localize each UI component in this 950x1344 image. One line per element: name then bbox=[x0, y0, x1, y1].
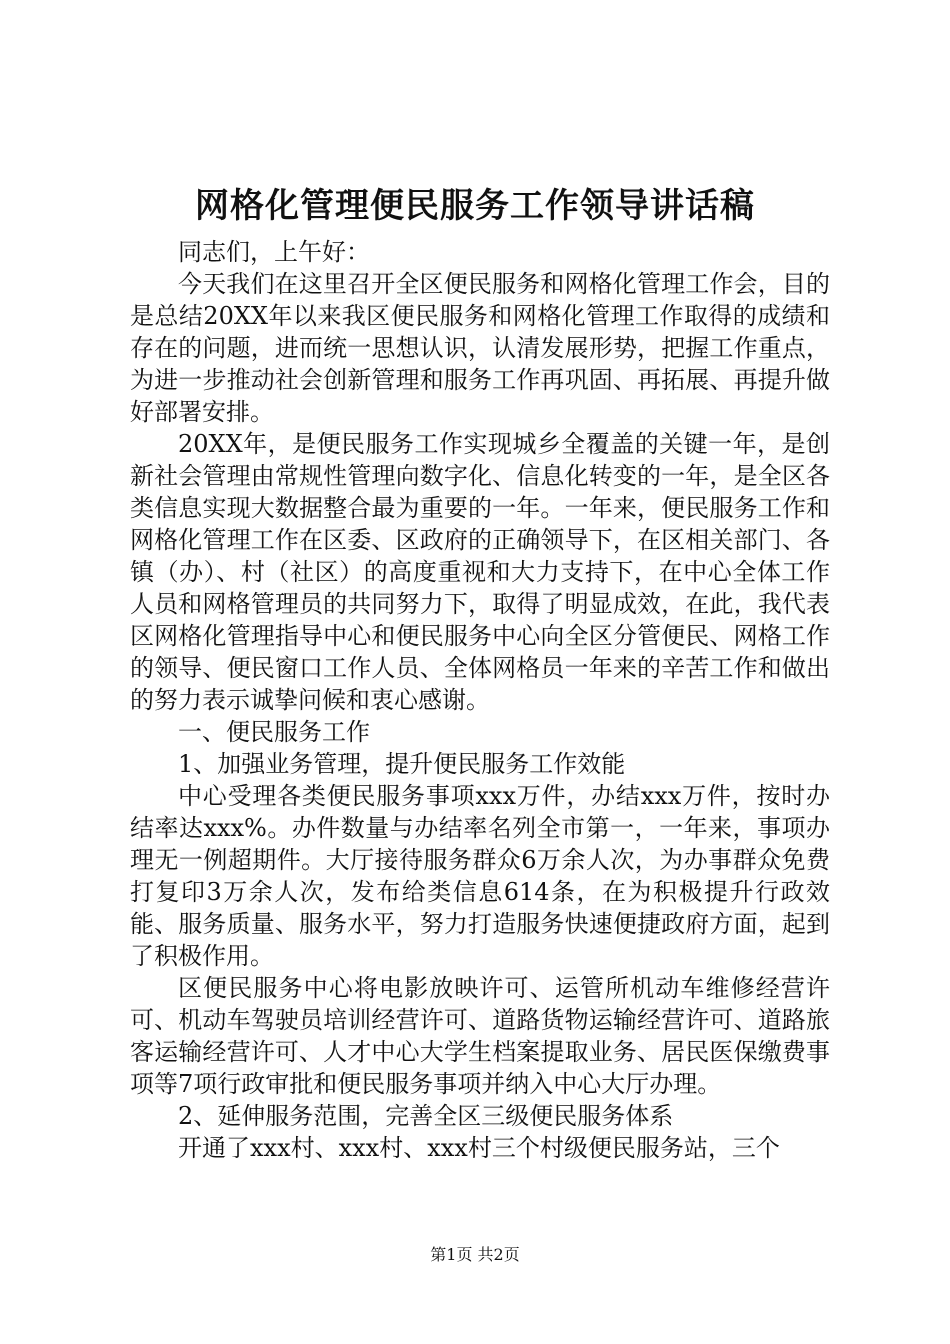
subsection-heading-2: 2、延伸服务范围，完善全区三级便民服务体系 bbox=[178, 1102, 674, 1130]
paragraph-service-items: 区便民服务中心将电影放映许可、运管所机动车维修经营许可、机动车驾驶员培训经营许可、道路货物运输经营许可、道路旅客运输经营许可、人才中心大学生档案提取业务、居民医保缴费事项等7项行政审批和便民服务事项并纳入中心大厅办理。 bbox=[130, 974, 830, 1098]
page-footer: 第1页 共2页 bbox=[430, 1245, 520, 1264]
paragraph-year-summary: 20XX年，是便民服务工作实现城乡全覆盖的关键一年，是创新社会管理由常规性管理向数字化、信息化转变的一年，是全区各类信息实现大数据整合最为重要的一年。一年来，便民服务工作和网格化管理工作在区委、区政府的正确领导下，在区相关部门、各镇（办）、村（社区）的高度重视和大力支持下，在中心全体工作人员和网格管理员的共同努力下，取得了明显成效，在此，我代表区网格化管理指导中心和便民服务中心向全区分管便民、网格工作的领导、便民窗口工作人员、全体网格员一年来的辛苦工作和做出的努力表示诚挚问候和衷心感谢。 bbox=[130, 430, 830, 714]
subsection-heading-1: 1、加强业务管理，提升便民服务工作效能 bbox=[178, 750, 626, 778]
paragraph-intro: 今天我们在这里召开全区便民服务和网格化管理工作会，目的是总结20XX年以来我区便民服务和网格化管理工作取得的成绩和存在的问题，进而统一思想认识，认清发展形势，把握工作重点，为进一步推动社会创新管理和服务工作再巩固、再拓展、再提升做好部署安排。 bbox=[130, 270, 830, 426]
document-title: 网格化管理便民服务工作领导讲话稿 bbox=[195, 186, 755, 226]
paragraph-greeting: 同志们，上午好： bbox=[178, 238, 370, 266]
section-heading-1: 一、便民服务工作 bbox=[178, 718, 370, 746]
paragraph-service-stations: 开通了xxx村、xxx村、xxx村三个村级便民服务站，三个 bbox=[178, 1134, 780, 1162]
document-body bbox=[130, 236, 830, 1164]
paragraph-service-stats: 中心受理各类便民服务事项xxx万件，办结xxx万件，按时办结率达xxx%。办件数量与办结率名列全市第一，一年来，事项办理无一例超期件。大厅接待服务群众6万余人次，为办事群众免费打复印3万余人次，发布给类信息614条，在为积极提升行政效能、服务质量、服务水平，努力打造服务快速便捷政府方面，起到了积极作用。 bbox=[130, 782, 830, 970]
